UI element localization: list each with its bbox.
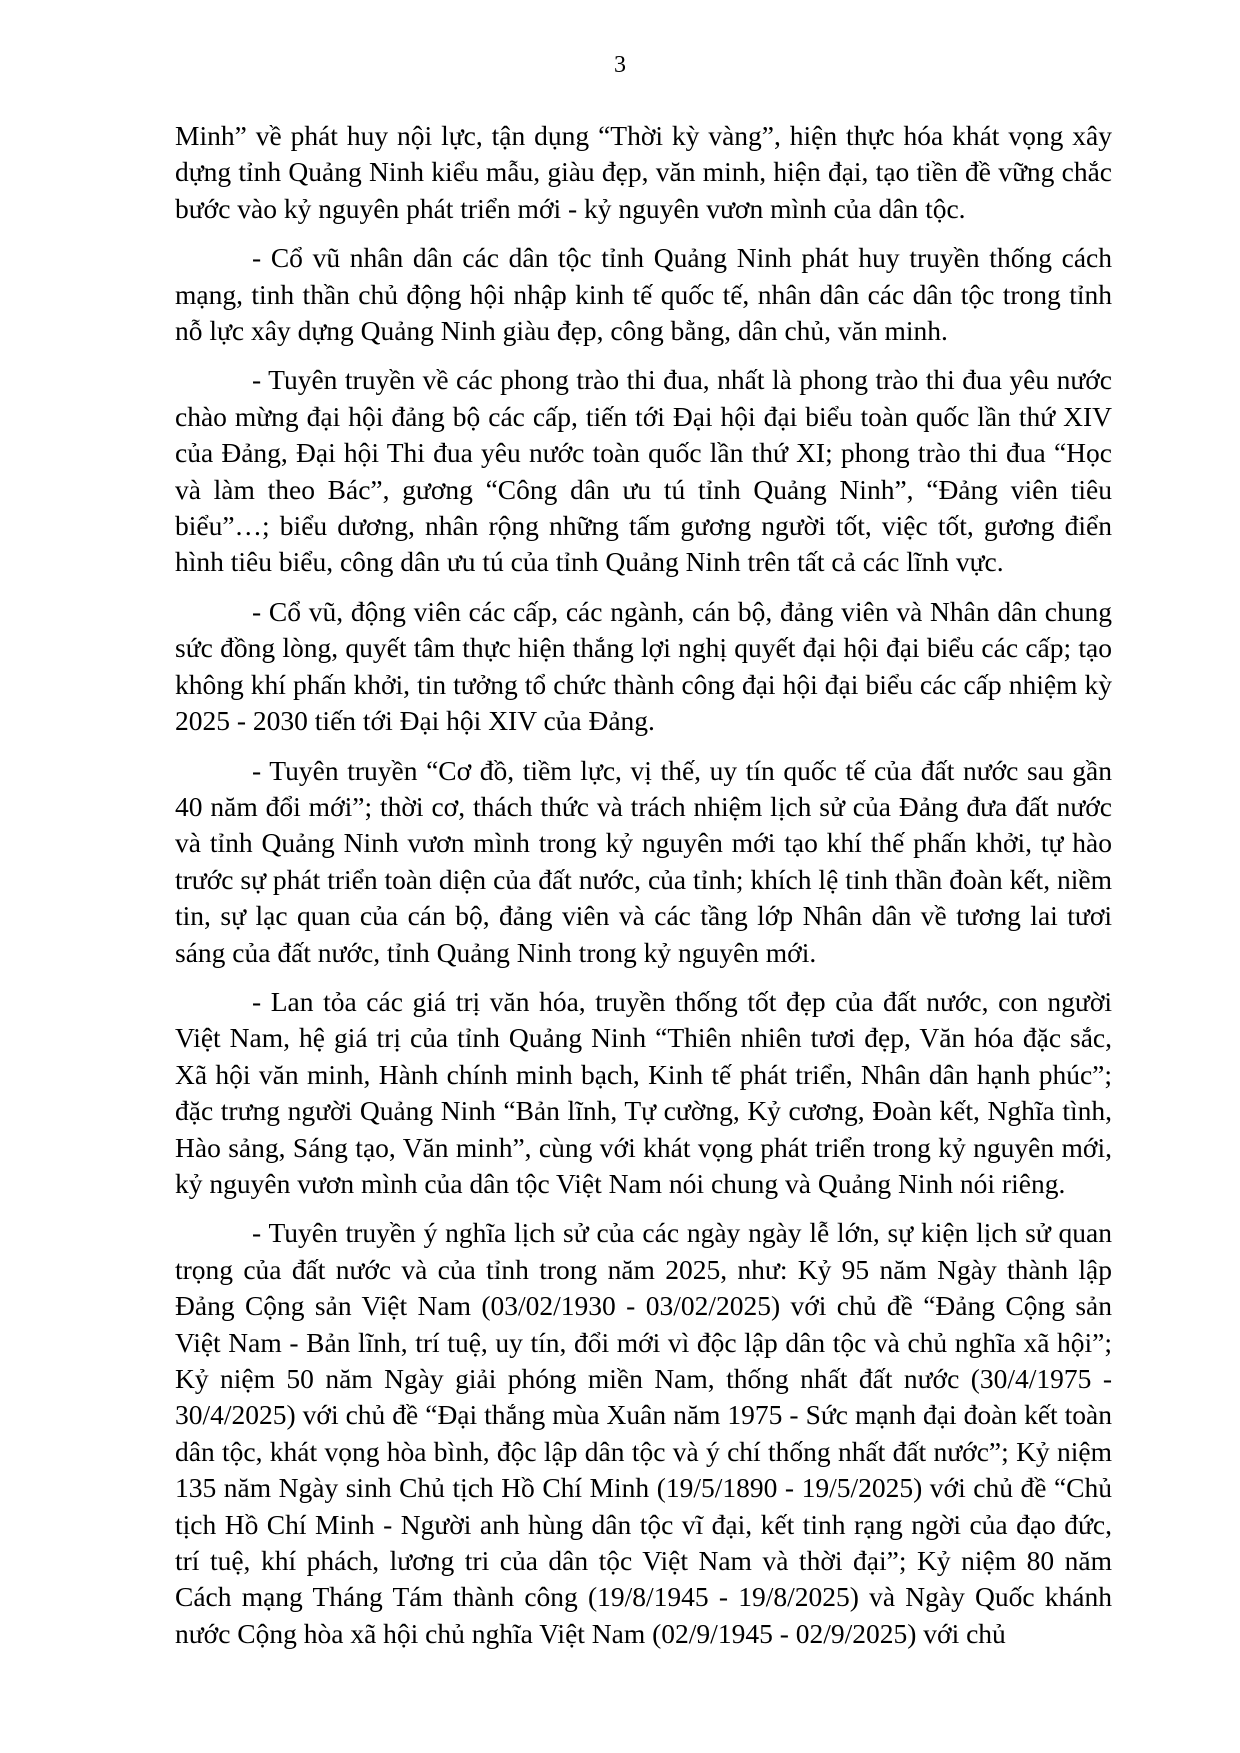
page-number: 3: [614, 52, 626, 78]
paragraph-encourage-ethnic-groups: - Cổ vũ nhân dân các dân tộc tỉnh Quảng Ninh phát huy truyền thống cách mạng, tinh thần chủ động hội nhập kinh tế quốc tế, nhân dân các dân tộc trong tỉnh nỗ lực xây dựng Quảng Ninh giàu đẹp, công bằng, dân chủ, văn minh.: [175, 242, 1112, 347]
document-body: [175, 118, 1112, 1665]
paragraph-encourage-congress-resolutions: - Cổ vũ, động viên các cấp, các ngành, cán bộ, đảng viên và Nhân dân chung sức đồng lòng, quyết tâm thực hiện thắng lợi nghị quyết đại hội đại biểu các cấp; tạo không khí phấn khởi, tin tưởng tổ chức thành công đại hội đại biểu các cấp nhiệm kỳ 2025 - 2030 tiến tới Đại hội XIV của Đảng.: [175, 595, 1112, 737]
paragraph-emulation-movements: - Tuyên truyền về các phong trào thi đua, nhất là phong trào thi đua yêu nước chào mừng đại hội đảng bộ các cấp, tiến tới Đại hội đại biểu toàn quốc lần thứ XIV của Đảng, Đại hội Thi đua yêu nước toàn quốc lần thứ XI; phong trào thi đua “Học và làm theo Bác”, gương “Công dân ưu tú tỉnh Quảng Ninh”, “Đảng viên tiêu biểu”…; biểu dương, nhân rộng những tấm gương người tốt, việc tốt, gương điển hình tiêu biểu, công dân ưu tú của tỉnh Quảng Ninh trên tất cả các lĩnh vực.: [175, 364, 1112, 578]
paragraph-historic-anniversaries: - Tuyên truyền ý nghĩa lịch sử của các ngày ngày lễ lớn, sự kiện lịch sử quan trọng của đất nước và của tỉnh trong năm 2025, như: Kỷ 95 năm Ngày thành lập Đảng Cộng sản Việt Nam (03/02/1930 - 03/02/2025) với chủ đề “Đảng Cộng sản Việt Nam - Bản lĩnh, trí tuệ, uy tín, đổi mới vì độc lập dân tộc và chủ nghĩa xã hội”; Kỷ niệm 50 năm Ngày giải phóng miền Nam, thống nhất đất nước (30/4/1975 - 30/4/2025) với chủ đề “Đại thắng mùa Xuân năm 1975 - Sức mạnh đại đoàn kết toàn dân tộc, khát vọng hòa bình, độc lập dân tộc và ý chí thống nhất đất nước”; Kỷ niệm 135 năm Ngày sinh Chủ tịch Hồ Chí Minh (19/5/1890 - 19/5/2025) với chủ đề “Chủ tịch Hồ Chí Minh - Người anh hùng dân tộc vĩ đại, kết tinh rạng ngời của đạo đức, trí tuệ, khí phách, lương tri của dân tộc Việt Nam và thời đại”; Kỷ niệm 80 năm Cách mạng Tháng Tám thành công (19/8/1945 - 19/8/2025) và Ngày Quốc khánh nước Cộng hòa xã hội chủ nghĩa Việt Nam (02/9/1945 - 02/9/2025) với chủ: [175, 1217, 1112, 1649]
paragraph-national-potential: - Tuyên truyền “Cơ đồ, tiềm lực, vị thế, uy tín quốc tế của đất nước sau gần 40 năm đổi mới”; thời cơ, thách thức và trách nhiệm lịch sử của Đảng đưa đất nước và tỉnh Quảng Ninh vươn mình trong kỷ nguyên mới tạo khí thế phấn khởi, tự hào trước sự phát triển toàn diện của đất nước, của tỉnh; khích lệ tinh thần đoàn kết, niềm tin, sự lạc quan của cán bộ, đảng viên và các tầng lớp Nhân dân về tương lai tươi sáng của đất nước, tỉnh Quảng Ninh trong kỷ nguyên mới.: [175, 754, 1112, 968]
paragraph-continuation: Minh” về phát huy nội lực, tận dụng “Thời kỳ vàng”, hiện thực hóa khát vọng xây dựng tỉnh Quảng Ninh kiểu mẫu, giàu đẹp, văn minh, hiện đại, tạo tiền đề vững chắc bước vào kỷ nguyên phát triển mới - kỷ nguyên vươn mình của dân tộc.: [175, 120, 1112, 224]
paragraph-cultural-values: - Lan tỏa các giá trị văn hóa, truyền thống tốt đẹp của đất nước, con người Việt Nam, hệ giá trị của tỉnh Quảng Ninh “Thiên nhiên tươi đẹp, Văn hóa đặc sắc, Xã hội văn minh, Hành chính minh bạch, Kinh tế phát triển, Nhân dân hạnh phúc”; đặc trưng người Quảng Ninh “Bản lĩnh, Tự cường, Kỷ cương, Đoàn kết, Nghĩa tình, Hào sảng, Sáng tạo, Văn minh”, cùng với khát vọng phát triển trong kỷ nguyên mới, kỷ nguyên vươn mình của dân tộc Việt Nam nói chung và Quảng Ninh nói riêng.: [175, 985, 1112, 1199]
